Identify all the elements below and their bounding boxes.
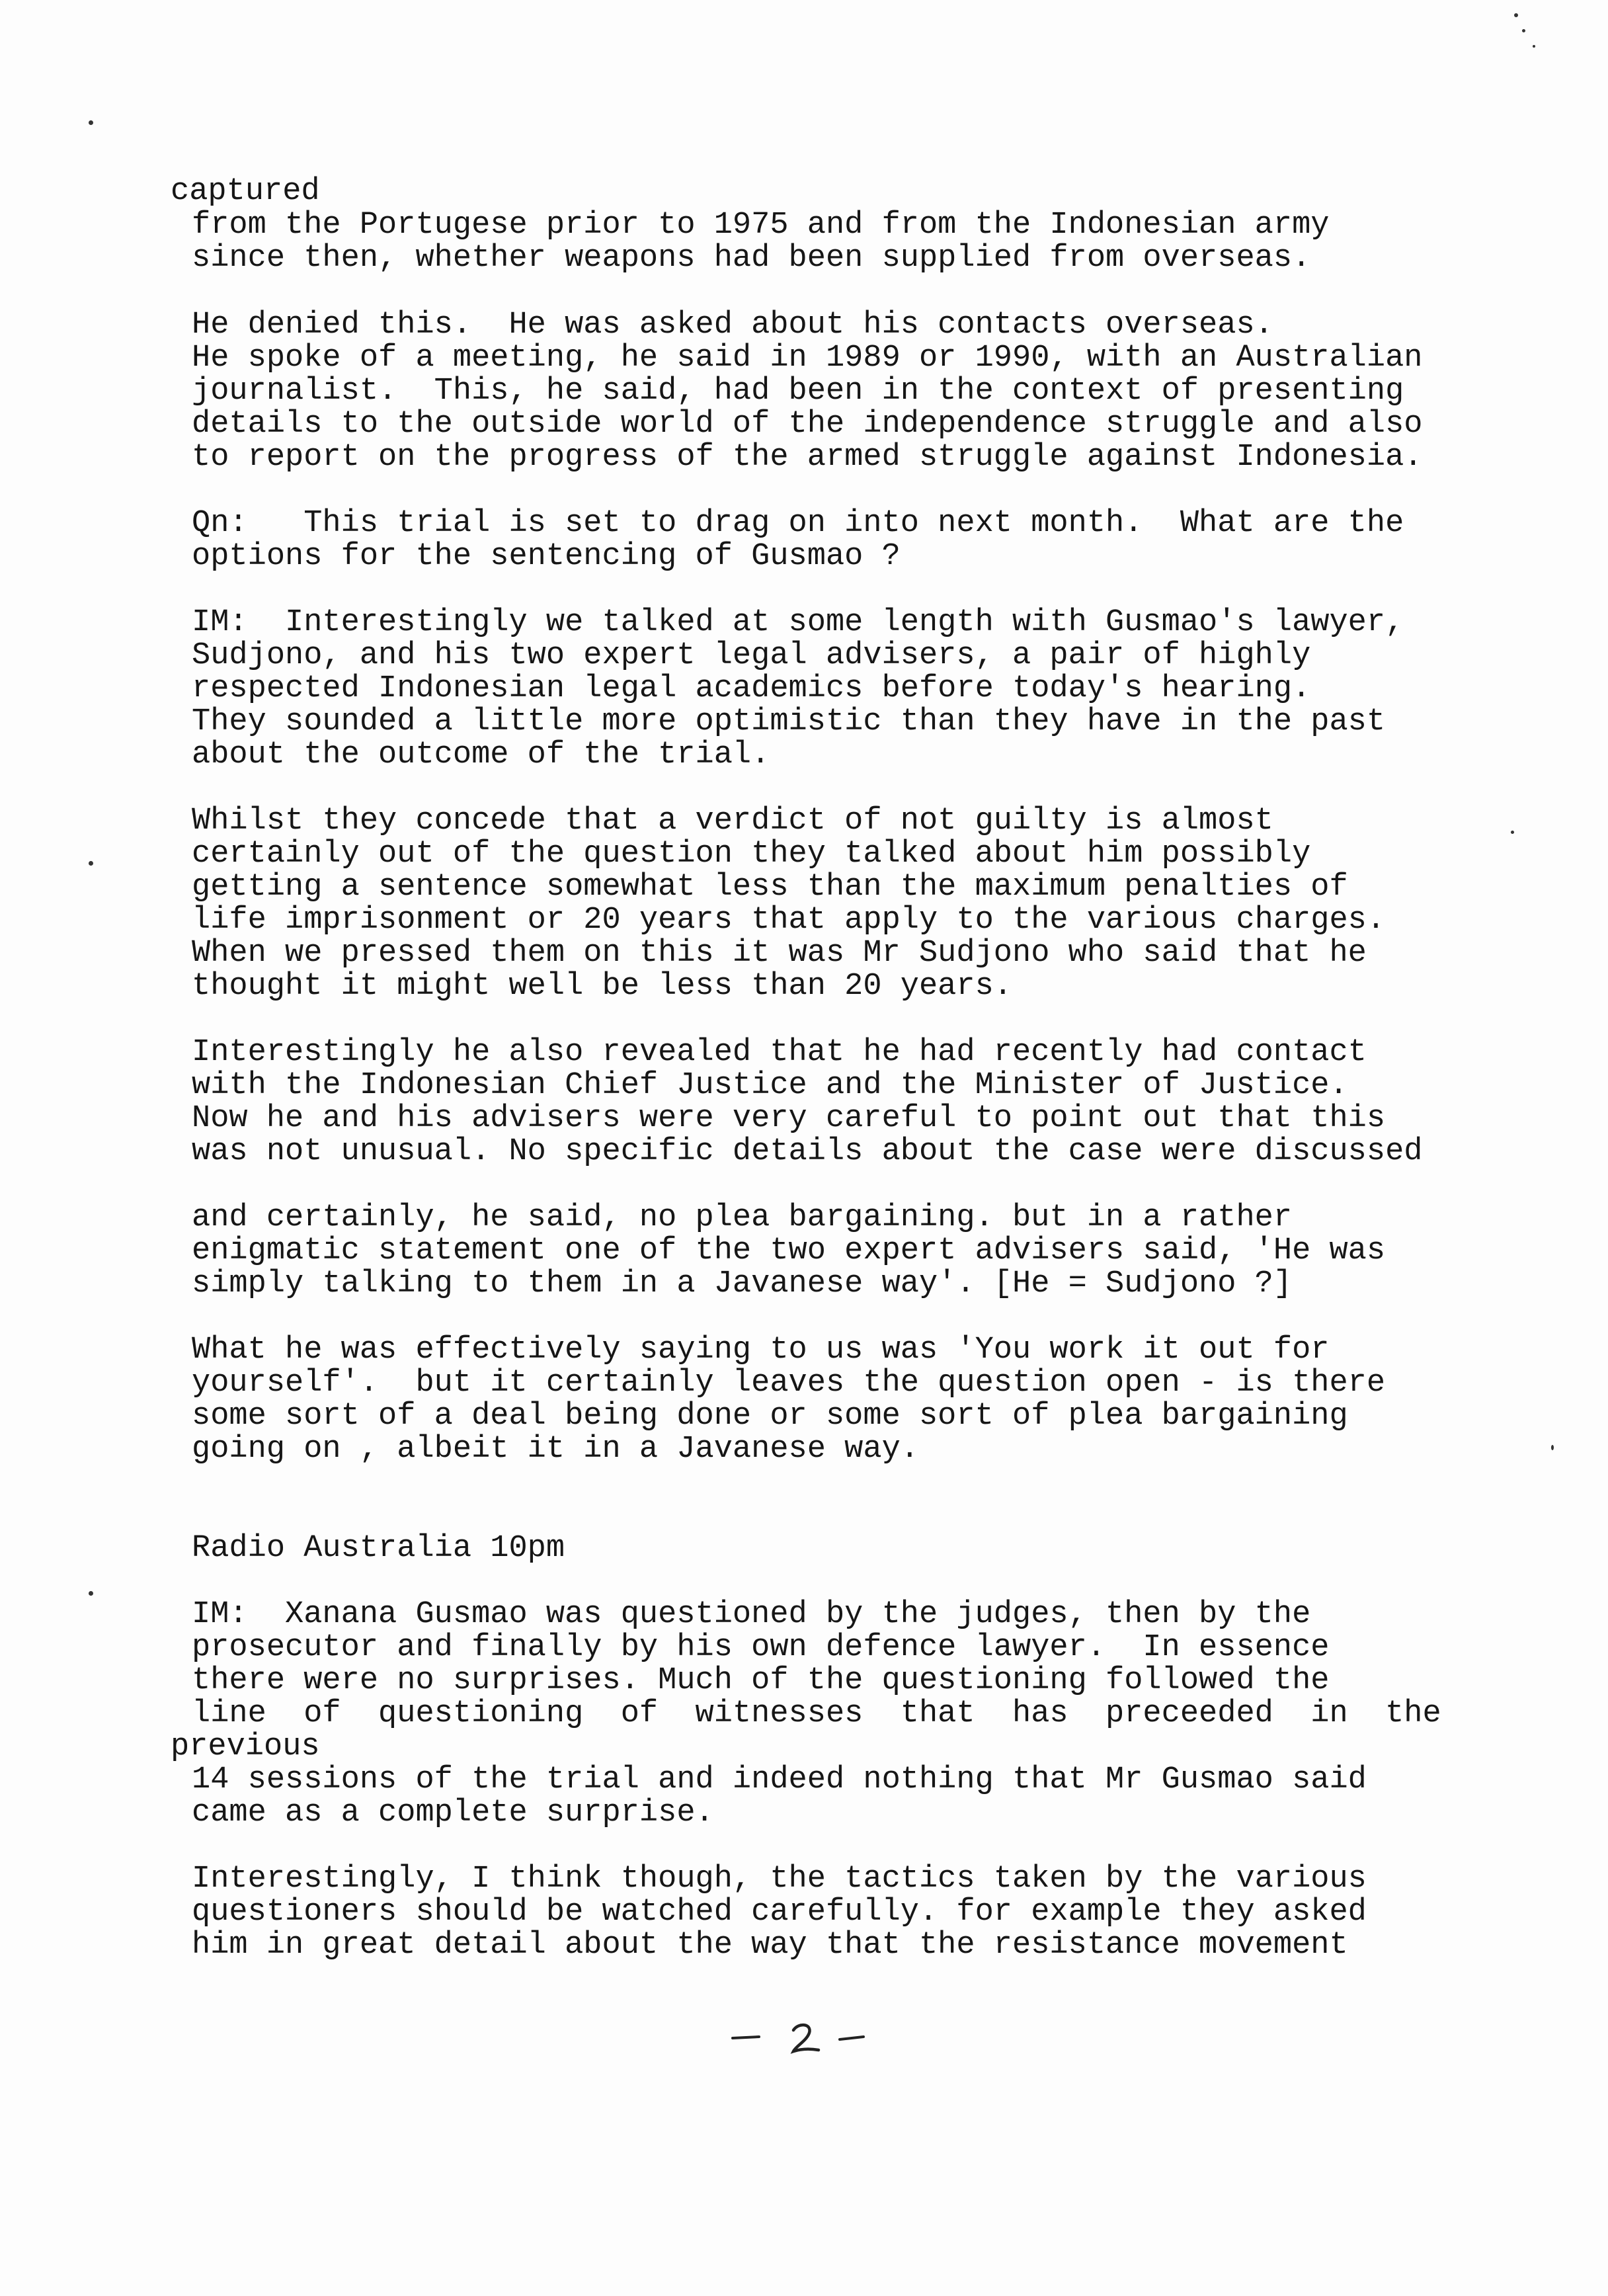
scan-speck (1511, 831, 1514, 834)
text-line: They sounded a little more optimistic than they have in the past (192, 704, 1386, 739)
text-line: thought it might well be less than 20 years. (192, 969, 1013, 1004)
scan-speck (1533, 45, 1535, 48)
text-line: 14 sessions of the trial and indeed nothing that Mr Gusmao said (192, 1762, 1367, 1797)
text-line: him in great detail about the way that the resistance movement (192, 1928, 1348, 1963)
text-line: What he was effectively saying to us was 'You work it out for (192, 1332, 1330, 1368)
handwritten-page-number (727, 2010, 886, 2063)
scan-speck (89, 120, 93, 125)
text-line: Sudjono, and his two expert legal advisers, a pair of highly (192, 638, 1311, 673)
text-line: Interestingly, I think though, the tactics taken by the various (192, 1862, 1367, 1897)
text-line: captured (171, 174, 320, 209)
text-line: getting a sentence somewhat less than the maximum penalties of (192, 870, 1348, 905)
scan-speck (89, 1591, 93, 1596)
section-heading: Radio Australia 10pm (192, 1531, 565, 1566)
text-line: Interestingly he also revealed that he had recently had contact (192, 1035, 1367, 1070)
text-line: was not unusual. No specific details about the case were discussed (192, 1134, 1423, 1169)
text-line: questioners should be watched carefully. for example they asked (192, 1895, 1367, 1930)
text-line: Now he and his advisers were very careful to point out that this (192, 1101, 1386, 1136)
text-line: simply talking to them in a Javanese way'. [He = Sudjono ?] (192, 1266, 1293, 1301)
text-line: Whilst they concede that a verdict of not guilty is almost (192, 803, 1273, 839)
text-line: respected Indonesian legal academics before today's hearing. (192, 671, 1311, 706)
text-line: previous (171, 1729, 320, 1764)
text-line: with the Indonesian Chief Justice and the Minister of Justice. (192, 1068, 1348, 1103)
scan-speck (1551, 1445, 1554, 1450)
scan-speck (1522, 29, 1525, 32)
text-line: there were no surprises. Much of the questioning followed the (192, 1663, 1330, 1698)
text-line: prosecutor and finally by his own defence lawyer. In essence (192, 1630, 1330, 1665)
text-line: going on , albeit it in a Javanese way. (192, 1432, 919, 1467)
text-line: Qn: This trial is set to drag on into next month. What are the (192, 506, 1404, 541)
text-line: and certainly, he said, no plea bargaining. but in a rather (192, 1200, 1293, 1235)
text-line: He denied this. He was asked about his contacts overseas. (192, 308, 1273, 343)
text-line: He spoke of a meeting, he said in 1989 or 1990, with an Australian (192, 341, 1423, 376)
text-line: since then, whether weapons had been supplied from overseas. (192, 241, 1311, 276)
text-line: IM: Xanana Gusmao was questioned by the judges, then by the (192, 1597, 1311, 1632)
text-line: came as a complete surprise. (192, 1795, 714, 1830)
text-line: some sort of a deal being done or some sort of plea bargaining (192, 1399, 1348, 1434)
text-line: details to the outside world of the independence struggle and also (192, 407, 1423, 442)
text-line: line of questioning of witnesses that has preceeded in the (192, 1696, 1441, 1731)
text-line: options for the sentencing of Gusmao ? (192, 539, 901, 574)
text-line: journalist. This, he said, had been in the context of presenting (192, 374, 1404, 409)
text-line: yourself'. but it certainly leaves the question open - is there (192, 1366, 1386, 1401)
text-line: to report on the progress of the armed struggle against Indonesia. (192, 440, 1423, 475)
text-line: enigmatic statement one of the two expert advisers said, 'He was (192, 1233, 1386, 1268)
text-line: from the Portugese prior to 1975 and from the Indonesian army (192, 208, 1330, 243)
scan-speck (1514, 13, 1518, 17)
text-line: IM: Interestingly we talked at some length with Gusmao's lawyer, (192, 605, 1404, 640)
text-line: life imprisonment or 20 years that apply to the various charges. (192, 903, 1386, 938)
text-line: When we pressed them on this it was Mr Sudjono who said that he (192, 936, 1367, 971)
text-line: about the outcome of the trial. (192, 737, 770, 772)
scan-speck (89, 861, 93, 866)
text-line: certainly out of the question they talked about him possibly (192, 837, 1311, 872)
